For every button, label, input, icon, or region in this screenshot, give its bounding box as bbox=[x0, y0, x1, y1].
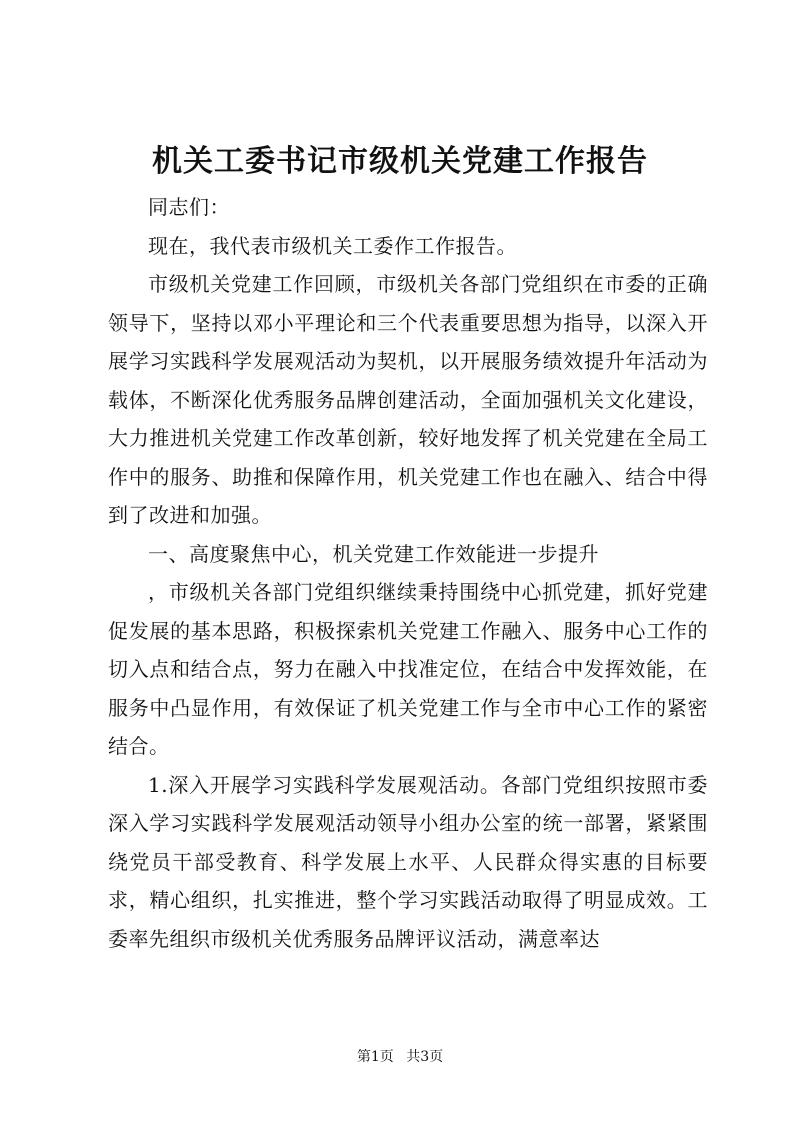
paragraph-item-1: 1.深入开展学习实践科学发展观活动。各部门党组织按照市委深入学习实践科学发展观活动领导小组办公室的统一部署，紧紧围绕党员干部受教育、科学发展上水平、人民群众得实惠的目标要求，精心组织，扎实推进，整个学习实践活动取得了明显成效。工委率先组织市级机关优秀服务品牌评议活动，满意率达 bbox=[108, 772, 708, 951]
section-heading-1: 一、高度聚焦中心，机关党建工作效能进一步提升 bbox=[148, 541, 599, 566]
document-body bbox=[108, 188, 708, 958]
page-number: 第1页 bbox=[356, 1049, 394, 1065]
paragraph-section-1: ，市级机关各部门党组织继续秉持围绕中心抓党建，抓好党建促发展的基本思路，积极探索机关党建工作融入、服务中心工作的切入点和结合点，努力在融入中找准定位，在结合中发挥效能，在服务中凸显作用，有效保证了机关党建工作与全市中心工作的紧密结合。 bbox=[108, 580, 708, 758]
document-title: 机关工委书记市级机关党建工作报告 bbox=[152, 144, 648, 179]
paragraph-review: 市级机关党建工作回顾，市级机关各部门党组织在市委的正确领导下，坚持以邓小平理论和三个代表重要思想为指导，以深入开展学习实践科学发展观活动为契机，以开展服务绩效提升年活动为载体，不断深化优秀服务品牌创建活动，全面加强机关文化建设，大力推进机关党建工作改革创新，较好地发挥了机关党建在全局工作中的服务、助推和保障作用，机关党建工作也在融入、结合中得到了改进和加强。 bbox=[108, 272, 708, 527]
page-footer bbox=[0, 1047, 800, 1067]
paragraph-intro: 现在，我代表市级机关工委作工作报告。 bbox=[148, 233, 517, 258]
page-total: 共3页 bbox=[406, 1049, 444, 1065]
paragraph-greeting: 同志们： bbox=[148, 195, 230, 219]
